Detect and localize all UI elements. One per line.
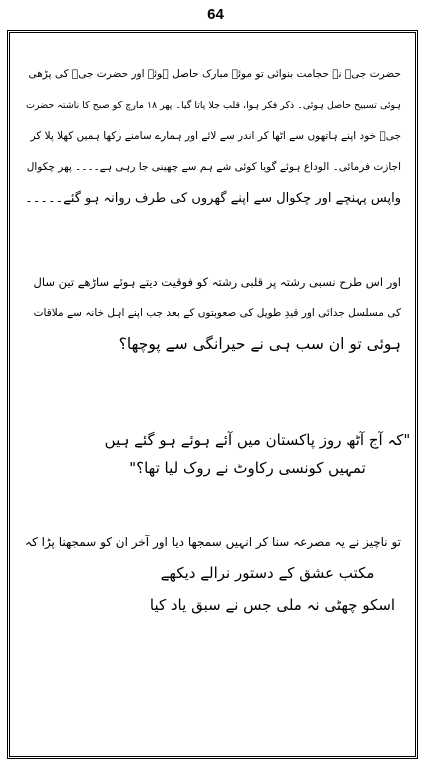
page-frame	[7, 30, 418, 759]
paragraph-2-line-1: اور اس طرح نسبی رشتہ پر قلبی رشتہ کو فوقیت دیتے ہوئے ساڑھے تین سال	[33, 275, 401, 289]
paragraph-1	[24, 59, 401, 214]
paragraph-3-line-1: تو ناچیز نے یہ مصرعہ سنا کر انہیں سمجھا دیا اور آخر ان کو سمجھنا پڑا کہ	[25, 535, 401, 549]
paragraph-1-line-5: واپس پہنچے اور چکوال سے اپنے گھروں کی طرف روانہ ہو گئے۔۔۔۔۔	[25, 191, 401, 206]
paragraph-1-line-3: جیؒ خود اپنے ہاتھوں سے اٹھا کر اندر سے لائے اور ہمارے سامنے رکھا ہمیں کھلا پلا کر	[30, 130, 401, 142]
question-verse-line-1: "کہ آج آٹھ روز پاکستان میں آئے ہوئے ہو گئے ہیں	[104, 431, 411, 449]
paragraph-3	[24, 527, 401, 558]
paragraph-1-line-4: اجازت فرمائی۔ الوداع ہوئے گویا کوئی شے ہم سے چھینی جا رہی ہے۔۔۔۔ پھر چکوال	[26, 161, 401, 173]
closing-verse-line-1: مکتب عشق کے دستور نرالے دیکھے	[160, 564, 375, 582]
paragraph-1-line-2: ہوئی تسبیح حاصل ہوئی۔ ذکر فکر ہوا، قلب جلا پاتا گیا۔ پھر ۱۸ مارچ کو صبح کا ناشتہ حضرت	[25, 100, 401, 111]
paragraph-2-line-3: ہوئی تو ان سب ہی نے حیرانگی سے پوچھا؟	[118, 335, 401, 353]
page-number: 64	[207, 6, 224, 23]
paragraph-2-line-2: کی مسلسل جدائی اور قیدِ طویل کی صعوبتوں کے بعد جب اپنے اہل خانہ سے ملاقات	[33, 307, 401, 319]
paragraph-2	[24, 267, 401, 360]
question-verse-line-2: تمہیں کونسی رکاوٹ نے روک لیا تھا؟"	[129, 459, 366, 477]
paragraph-1-line-1: حضرت جیؒ نے حجامت بنوائی تو موئے مبارک حاصل ہوئے اور حضرت جیؒ کی پڑھی	[28, 68, 401, 80]
closing-verse-line-2: اسکو چھٹی نہ ملی جس نے سبق یاد کیا	[149, 596, 396, 614]
